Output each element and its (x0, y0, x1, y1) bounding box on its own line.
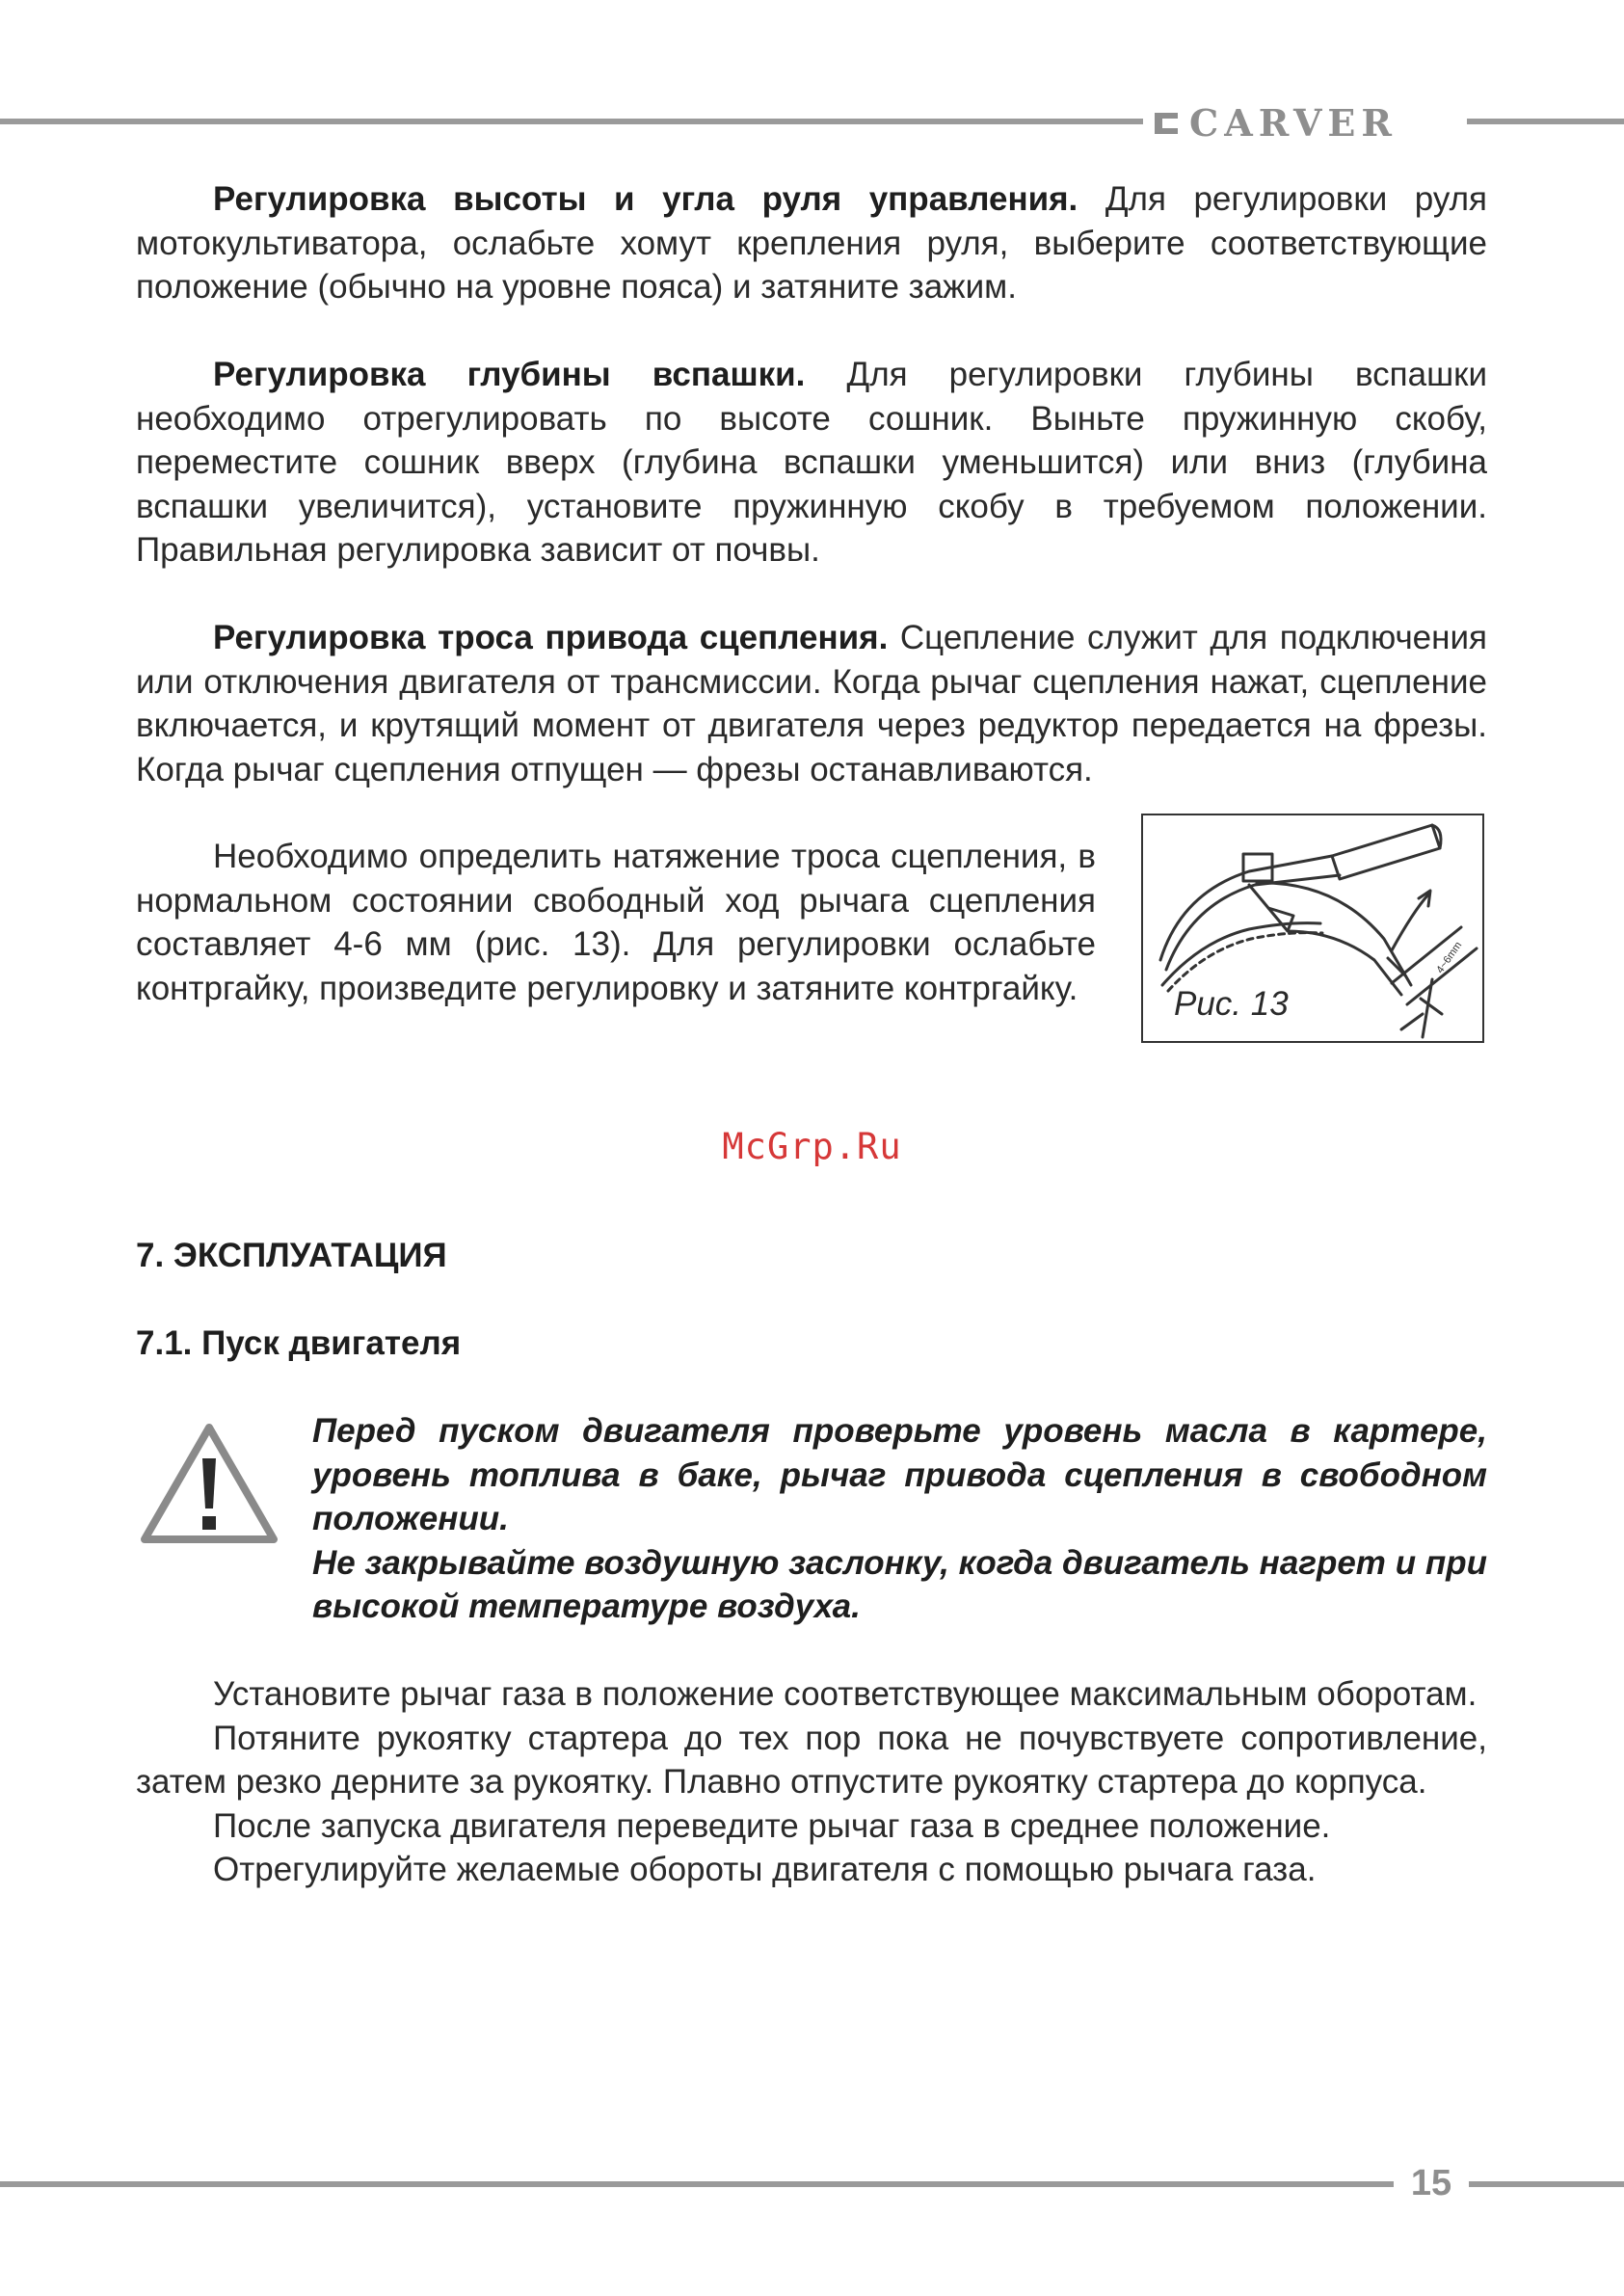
figure-caption: Рис. 13 (1174, 985, 1289, 1023)
section-handle-adjustment (136, 177, 1487, 309)
start-steps (136, 1672, 1487, 1892)
header-rule-left (0, 119, 1143, 124)
clutch-tension-paragraph (136, 835, 1096, 1010)
start-step: Установите рычаг газа в положение соответствующее максимальным оборотам. (213, 1675, 1478, 1713)
section-text: Для регулировки руля мотокультиватора, ослабьте хомут крепления руля, выберите соответствующие положение (обычно на уровне пояса) и затяните зажим. (136, 180, 1487, 306)
warning-triangle-icon (139, 1420, 280, 1547)
brand-mark-icon (1153, 111, 1182, 136)
brand-name: CARVER (1189, 101, 1398, 145)
brand-logo (1153, 101, 1461, 145)
section-text: Сцепление служит для подключения или отключения двигателя от трансмиссии. Когда рычаг сцепления нажат, сцепление включается, и крутящий момент от двигателя через редуктор передается на фрезы. Когда рычаг сцепления отпущен — фрезы останавливаются. (136, 619, 1487, 788)
warning-text (312, 1409, 1487, 1629)
subsection-title: 7.1. Пуск двигателя (136, 1324, 462, 1362)
warning-line: Перед пуском двигателя проверьте уровень масла в картере, уровень топлива в баке, рычаг привода сцепления в свободном положении. (312, 1412, 1487, 1537)
section-heading: Регулировка глубины вспашки. (213, 356, 806, 393)
header-rule-right (1467, 119, 1624, 124)
page-number: 15 (1410, 2163, 1452, 2203)
warning-line: Не закрывайте воздушную заслонку, когда двигатель нагрет и при высокой температуре воздуха. (312, 1543, 1487, 1625)
dimension-label: 4~6mm (1434, 939, 1465, 976)
start-step: После запуска двигателя переведите рычаг газа в среднее положение. (213, 1806, 1331, 1845)
figure-13 (1141, 814, 1484, 1043)
section-clutch-adjustment (136, 616, 1487, 791)
section-heading: Регулировка троса привода сцепления. (213, 619, 889, 656)
footer-rule-left (0, 2181, 1394, 2187)
section-heading: Регулировка высоты и угла руля управления. (213, 180, 1078, 218)
watermark[interactable]: McGrp.Ru (722, 1126, 902, 1167)
footer-rule-right (1469, 2181, 1624, 2187)
section-text: Для регулировки глубины вспашки необходимо отрегулировать по высоте сошник. Выньте пружинную скобу, переместите сошник вверх (глубина вспашки уменьшится) или вниз (глубина вспашки увеличится), установите пружинную скобу в требуемом положении. Правильная регулировка зависит от почвы. (136, 356, 1488, 569)
section-depth-adjustment (136, 353, 1487, 573)
chapter-title: 7. ЭКСПЛУАТАЦИЯ (136, 1237, 447, 1274)
start-step: Потяните рукоятку стартера до тех пор пока не почувствуете сопротивление, затем резко дерните за рукоятку. Плавно отпустите рукоятку стартера до корпуса. (136, 1719, 1487, 1801)
clutch-tension-text: Необходимо определить натяжение троса сцепления, в нормальном состоянии свободный ход рычага сцепления составляет 4-6 мм (рис. 13). Для регулировки ослабьте контргайку, произведите регулировку и затяните контргайку. (136, 838, 1096, 1007)
start-step: Отрегулируйте желаемые обороты двигателя с помощью рычага газа. (213, 1851, 1317, 1888)
